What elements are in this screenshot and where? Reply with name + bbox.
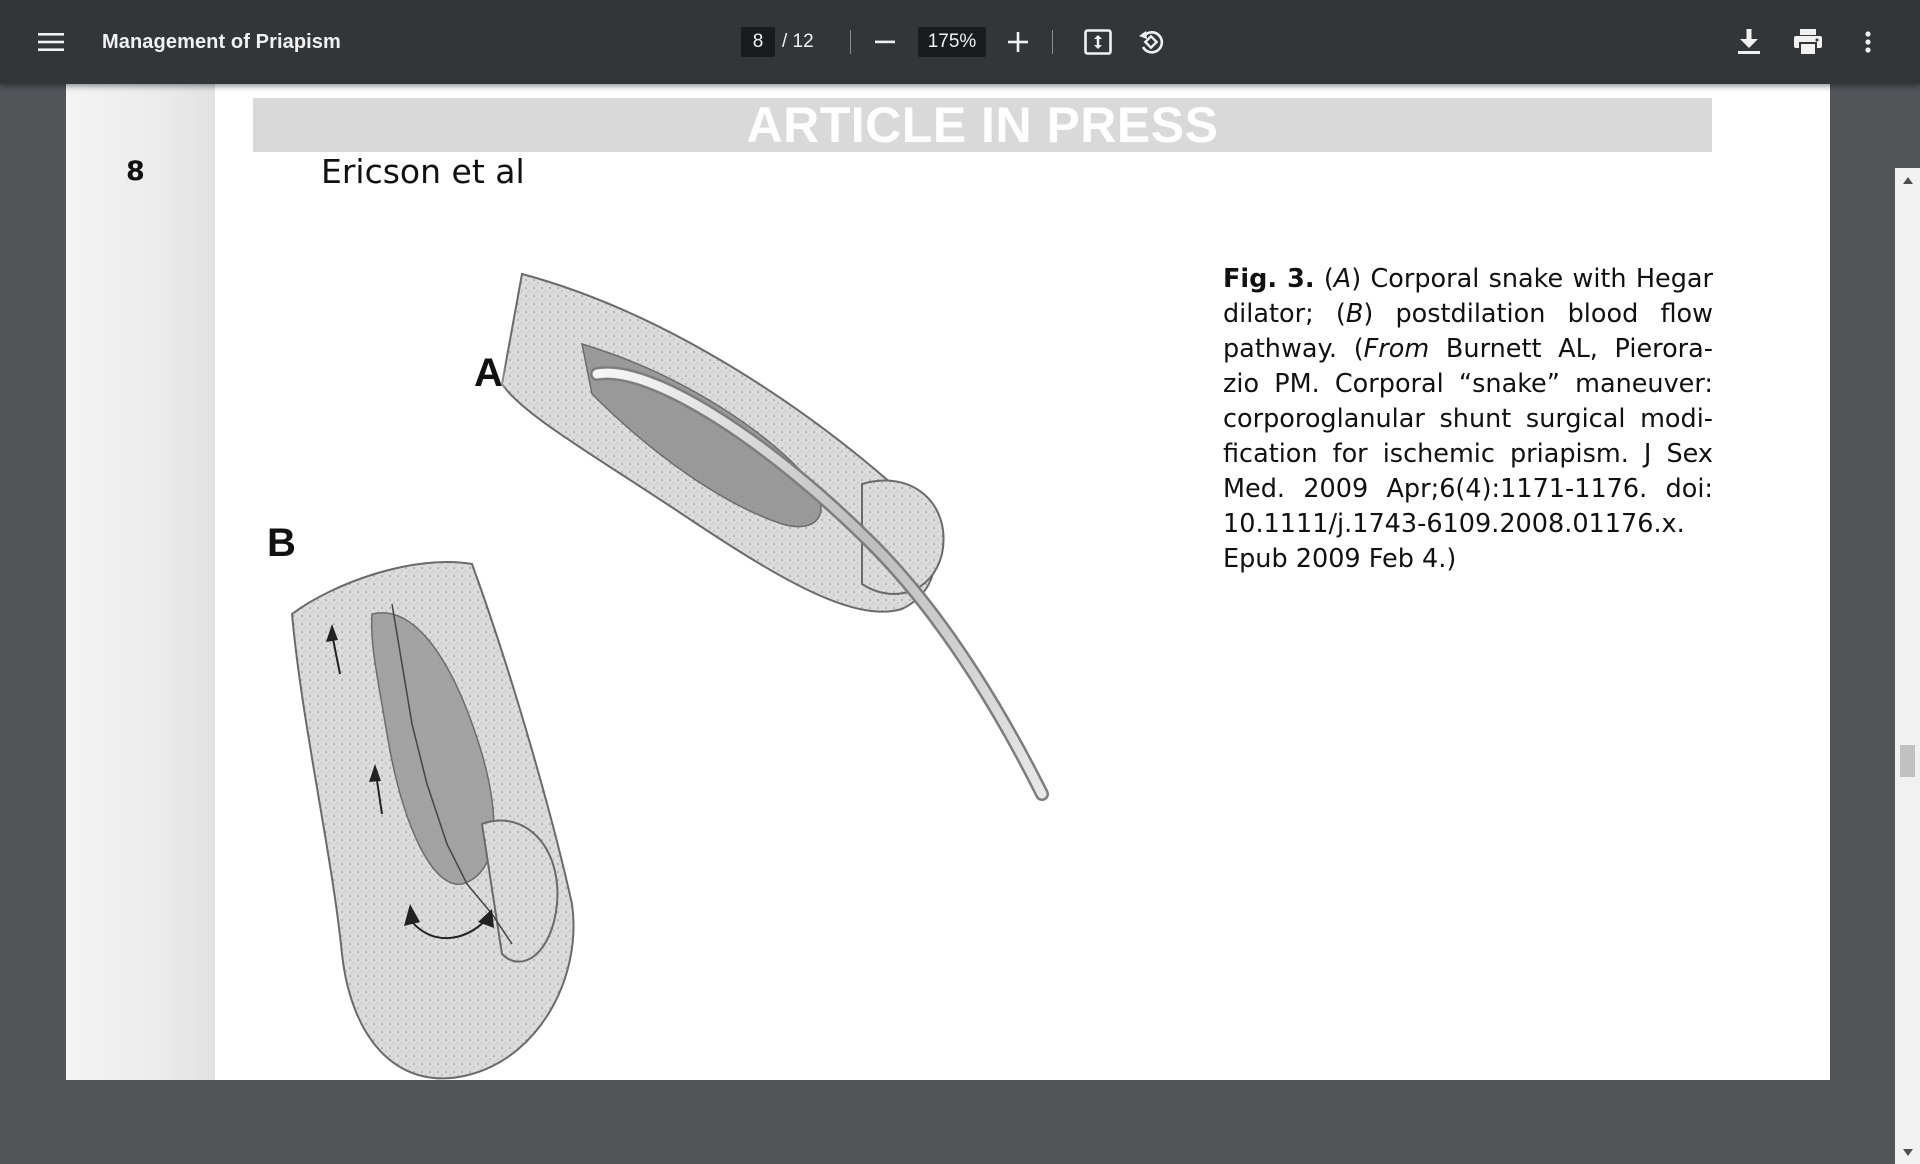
scrollbar-thumb[interactable] [1900, 745, 1915, 777]
page-margin-strip [66, 84, 215, 1080]
surgical-illustration [252, 254, 1232, 1094]
minus-icon [875, 40, 895, 44]
more-options-button[interactable] [1848, 22, 1888, 62]
caption-text: ) postdilation blood flow pathway. ( [1223, 299, 1713, 364]
caption-from: From [1363, 334, 1430, 364]
total-pages-label: / 12 [782, 31, 814, 52]
download-button[interactable] [1729, 22, 1769, 62]
rotate-button[interactable] [1131, 22, 1171, 62]
page-number: 8 [126, 156, 145, 187]
pdf-viewer[interactable] [0, 84, 1920, 1080]
caption-citation: Burnett AL, Pierora-zio PM. Corporal “snake” maneuver: corporoglanular shunt surgical modi-fication for ischemic priapism. J Sex Med. 2009 Apr;6(4):1171-1176. doi: 10.1111/j.1743-6109.2008.01176.x. Epub 2009 Feb 4.) [1223, 334, 1713, 574]
panel-b-label: B [267, 521, 296, 565]
panel-b-drawing [292, 562, 574, 1078]
more-vertical-icon [1865, 31, 1871, 53]
caption-text: ) Corporal snake with Hegar dilator; ( [1223, 264, 1713, 329]
print-icon [1794, 29, 1822, 55]
panel-a-label: A [474, 351, 503, 395]
panel-a-drawing [492, 254, 1042, 794]
article-in-press-banner: ARTICLE IN PRESS [253, 98, 1712, 152]
caption-fig-label: Fig. 3. [1223, 264, 1315, 294]
scroll-up-arrow-icon[interactable] [1895, 170, 1920, 190]
document-title: Management of Priapism [102, 31, 341, 53]
caption-text: ( [1314, 264, 1334, 294]
fit-to-page-icon [1084, 29, 1112, 55]
download-icon [1738, 29, 1760, 55]
toolbar-divider [850, 30, 851, 54]
fit-to-page-button[interactable] [1078, 22, 1118, 62]
print-button[interactable] [1788, 22, 1828, 62]
pdf-page [66, 84, 1830, 1080]
zoom-out-button[interactable] [865, 22, 905, 62]
hamburger-menu-icon[interactable] [31, 22, 71, 62]
plus-icon [1008, 32, 1028, 52]
zoom-level-input[interactable] [918, 27, 986, 57]
caption-panel-b-ref: B [1345, 299, 1364, 329]
current-page-input[interactable] [741, 27, 775, 57]
vertical-scrollbar[interactable] [1895, 168, 1920, 1164]
rotate-counterclockwise-icon [1137, 28, 1165, 56]
pdf-toolbar [0, 0, 1920, 84]
scroll-down-arrow-icon[interactable] [1895, 1142, 1920, 1162]
figure-caption [1223, 262, 1713, 577]
caption-panel-a-ref: A [1333, 264, 1352, 294]
zoom-in-button[interactable] [998, 22, 1038, 62]
toolbar-divider [1052, 30, 1053, 54]
running-head: Ericson et al [321, 152, 525, 191]
